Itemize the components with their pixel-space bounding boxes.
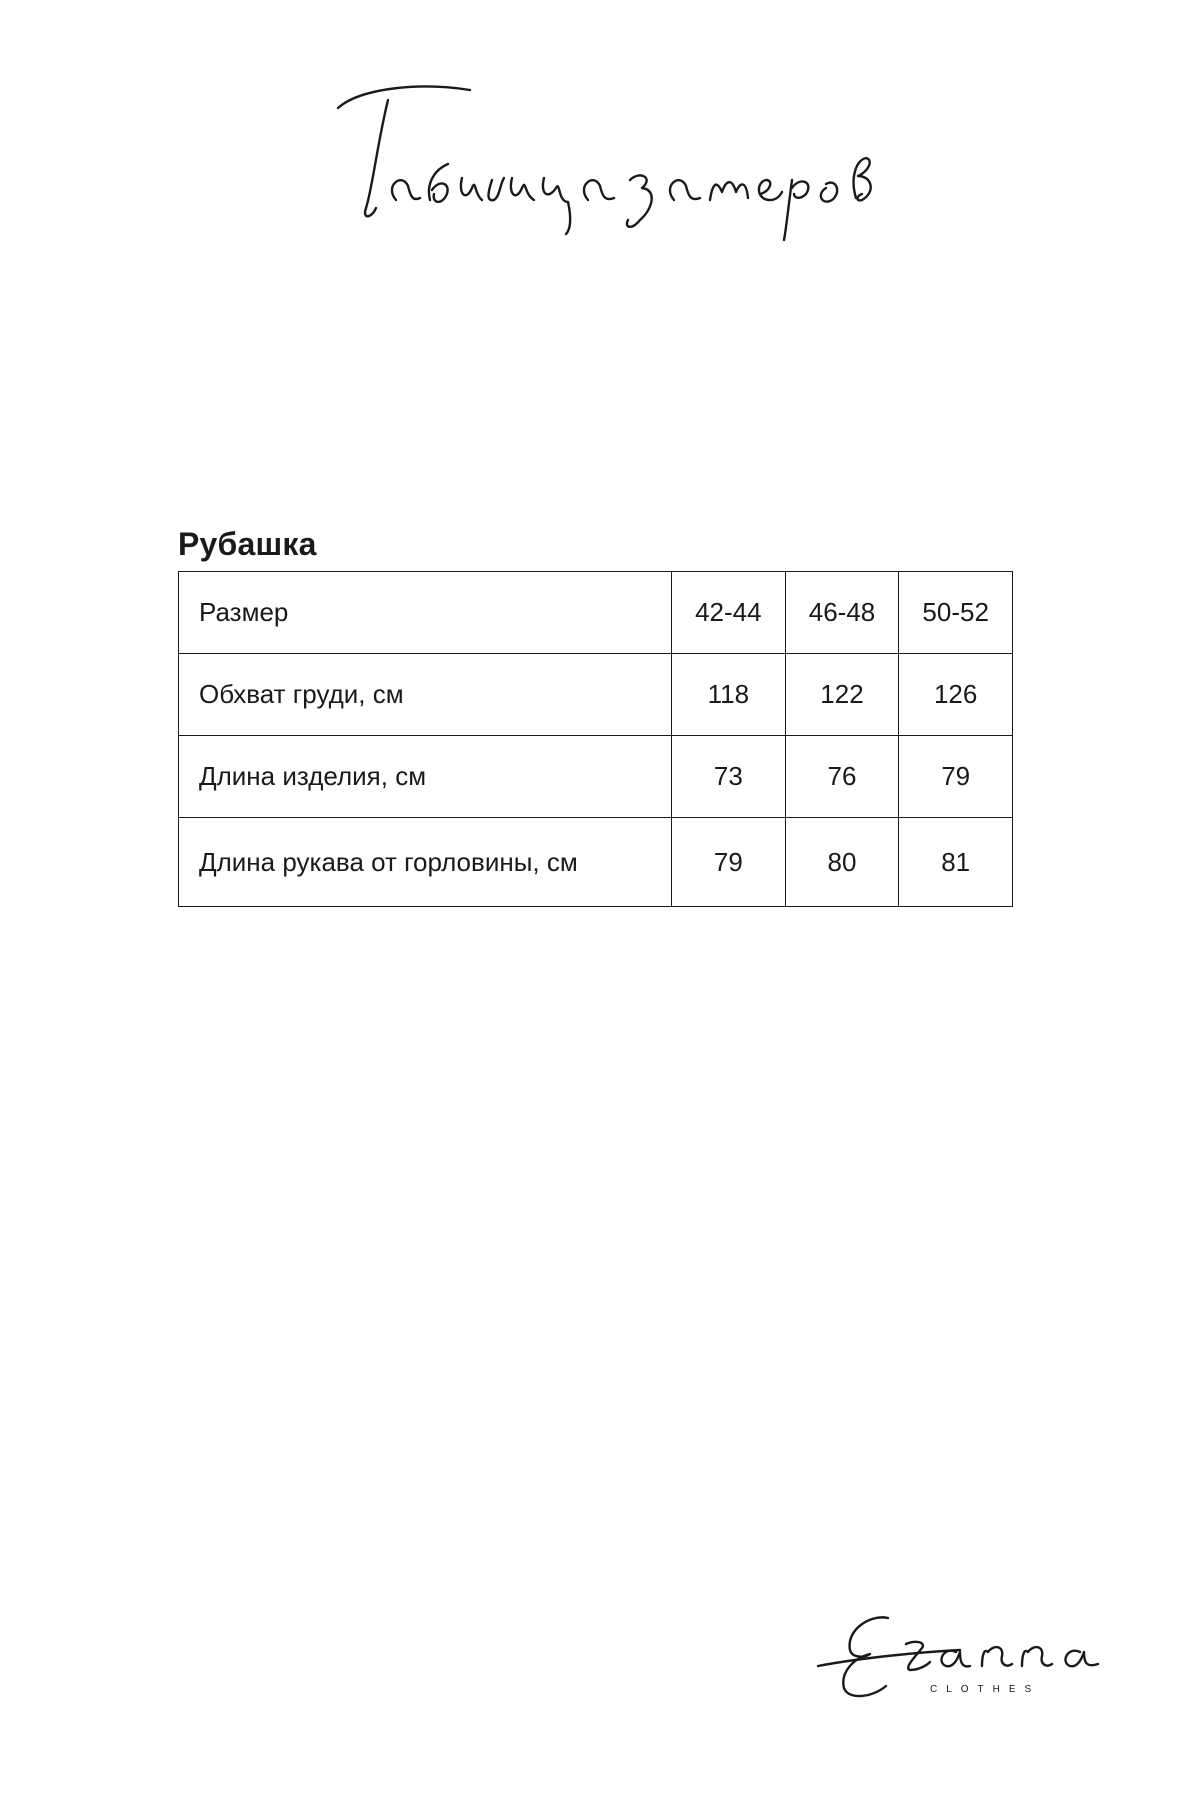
size-table: [178, 571, 1013, 907]
size-column-header: 42-44: [672, 572, 786, 654]
table-cell: 79: [899, 736, 1013, 818]
handwritten-title-graphic: [0, 60, 1200, 260]
section-title: Рубашка: [178, 526, 317, 562]
table-row: [179, 654, 1013, 736]
table-header-label: Размер: [179, 572, 672, 654]
table-header-row: [179, 572, 1013, 654]
table-cell: 76: [785, 736, 899, 818]
table-row: [179, 818, 1013, 907]
table-cell: 126: [899, 654, 1013, 736]
brand-logo: [810, 1600, 1130, 1710]
table-cell: 79: [672, 818, 786, 907]
row-label: Обхват груди, см: [179, 654, 672, 736]
table-cell: 80: [785, 818, 899, 907]
table-cell: 118: [672, 654, 786, 736]
page-title: [0, 60, 1200, 260]
brand-logo-graphic: [810, 1600, 1130, 1710]
table-cell: 73: [672, 736, 786, 818]
row-label: Длина изделия, см: [179, 736, 672, 818]
table-row: [179, 736, 1013, 818]
size-column-header: 50-52: [899, 572, 1013, 654]
size-column-header: 46-48: [785, 572, 899, 654]
table-cell: 122: [785, 654, 899, 736]
brand-tagline: CLOTHES: [930, 1684, 1041, 1695]
row-label: Длина рукава от горловины, см: [179, 818, 672, 907]
table-cell: 81: [899, 818, 1013, 907]
